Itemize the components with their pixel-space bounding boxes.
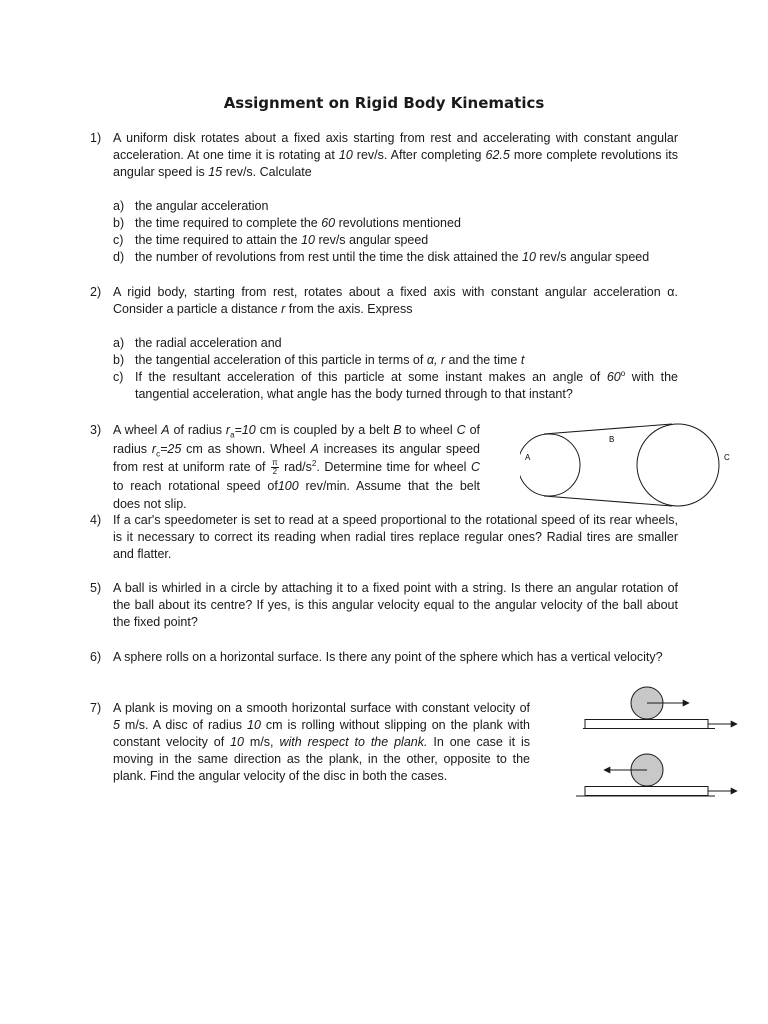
label-b: B	[609, 435, 615, 444]
plank-top	[585, 720, 708, 729]
question-text: A sphere rolls on a horizontal surface. Is there any point of the sphere which has a vertical velocity?	[113, 650, 663, 664]
question-text: A uniform disk rotates about a fixed axis starting from rest and accelerating with constant angular acceleration. At one time it is rotating at 10 rev/s. After completing 62.5 more complete revolutions its angular speed is 15 rev/s. Calculate a) the angular acceleration b) the time required to complete the 60 revolutions mentioned c) the time required to attain the 10 rev/s angular speed d) the number of revolutions from rest until the time the disk attained the 10 rev/s angular speed	[113, 131, 678, 264]
question-text: A plank is moving on a smooth horizontal surface with constant velocity of 5 m/s. A disc of radius 10 cm is rolling without slipping on the plank with constant velocity of 10 m/s, with respect to the plank. In one case it is moving in the same direction as the plank, in the other, opposite to the plank. Find the angular velocity of the disc in both the cases.	[113, 701, 530, 783]
question-3	[90, 421, 480, 514]
sub-question-a: a) the angular acceleration	[113, 199, 269, 213]
belt-pulley-diagram	[520, 418, 740, 518]
sub-question-b: b) the time required to complete the 60 revolutions mentioned	[113, 216, 461, 230]
question-text: A wheel A of radius $r_a=10$ cm is coupled by a belt B to wheel C of radius $r_c=25$ cm as shown. Wheel A increases its angular speed from rest at uniform rate of $\frac{\pi}{2}$ rad/$s^2$. Determine time for wheel C to reach rotational speed of100 rev/min. Assume that the belt does not slip.	[113, 423, 481, 511]
question-1	[90, 130, 678, 266]
plank-bottom	[585, 787, 708, 796]
sub-question-c: c) the time required to attain the 10 rev/s angular speed	[113, 233, 429, 247]
question-5	[90, 580, 678, 631]
sub-question-a: a) the radial acceleration and	[113, 336, 282, 350]
sub-question-d: d) the number of revolutions from rest until the time the disk attained the 10 rev/s angular speed	[113, 250, 650, 264]
question-number: 7)	[90, 701, 102, 715]
sub-question-list	[113, 335, 678, 403]
question-number: 2)	[90, 285, 102, 299]
label-a: A	[525, 453, 531, 462]
question-2	[90, 284, 678, 403]
question-4	[90, 512, 678, 563]
page-title: Assignment on Rigid Body Kinematics	[223, 94, 545, 112]
question-text: A ball is whirled in a circle by attaching it to a fixed point with a string. Is there an angular rotation of the ball about its centre? If yes, is this angular velocity equal to the angular velocity of the ball about the fixed point?	[113, 581, 678, 629]
question-6	[90, 649, 678, 666]
question-text: If a car's speedometer is set to read at a speed proportional to the rotational speed of its rear wheels, is it necessary to correct its reading when radial tires replace regular ones? Radial tires are smaller and flatter.	[113, 513, 678, 561]
pi-over-2-fraction: $\frac{\pi}{2}$	[272, 458, 278, 477]
disc-plank-diagram	[570, 680, 745, 802]
question-number: 4)	[90, 513, 102, 527]
sub-question-c: c) If the resultant acceleration of this particle at some instant makes an angle of 60$^o$ with the tangential acceleration, what angle has the body turned through to that instant?	[113, 368, 678, 401]
wheel-a-circle	[520, 434, 580, 496]
question-7	[90, 700, 530, 785]
label-c: C	[724, 453, 730, 462]
question-number: 1)	[90, 131, 102, 145]
sub-question-list	[113, 198, 678, 266]
sub-question-b: b) the tangential acceleration of this particle in terms of α, r and the time t	[113, 353, 525, 367]
question-number: 5)	[90, 581, 102, 595]
question-number: 6)	[90, 650, 102, 664]
question-number: 3)	[90, 423, 102, 437]
wheel-c-circle	[637, 424, 719, 506]
question-text: A rigid body, starting from rest, rotates about a fixed axis with constant angular acceleration α. Consider a particle a distance r from the axis. Express a) the radial acceleration and b) the tangential acceleration of this particle in terms of α, r and the time t c) If the resultant acceleration of this particle at some instant makes an angle of 60$^o$ with the tangential acceleration, what angle has the body turned through to that instant?	[113, 285, 678, 401]
